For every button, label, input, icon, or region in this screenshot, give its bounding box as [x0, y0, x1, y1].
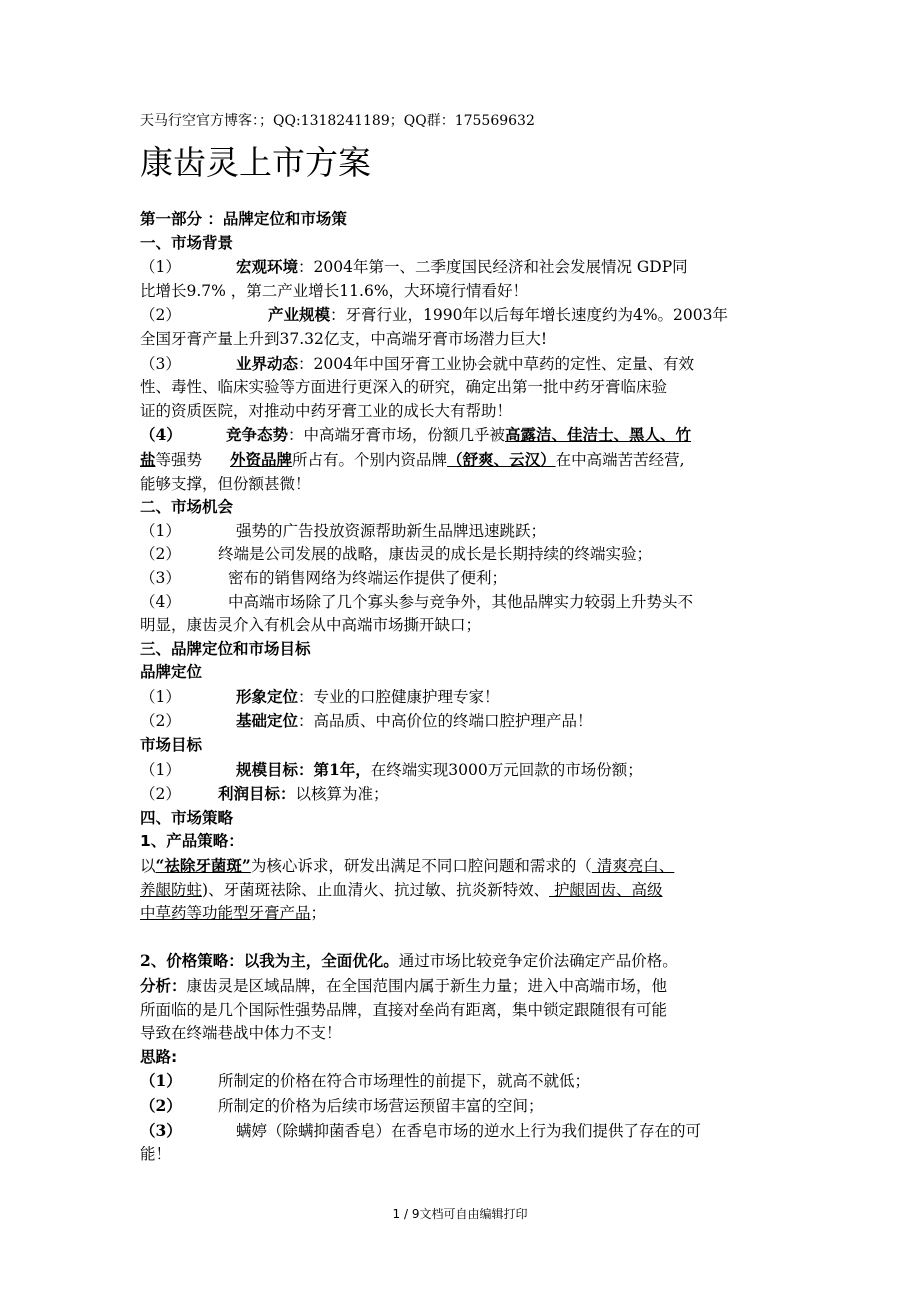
market-item2: （2） 利润目标：以核算为准；: [140, 784, 389, 804]
thinking-item1: （1） 所制定的价格在符合市场理性的前提下，就高不就低；: [140, 1071, 591, 1091]
document-page: [140, 110, 785, 1167]
analysis-line1: 分析：康齿灵是区域品牌，在全国范围内属于新生力量；进入中高端市场，他: [140, 976, 668, 995]
market-item1: （1） 规模目标：第1年，在终端实现3000万元回款的市场份额；: [140, 759, 643, 779]
sec1-item3-line2: 性、毒性、临床实验等方面进行更深入的研究，确定出第一批中药牙膏临床验: [140, 378, 668, 397]
thinking-item3-line1: （3） 螨婷（除螨抑菌香皂）在香皂市场的逆水上行为我们提供了存在的可: [140, 1120, 702, 1140]
sec2-item4-line2: 明显，康齿灵介入有机会从中高端市场撕开缺口；: [140, 616, 482, 635]
price-strategy-heading: 2、价格策略：以我为主，全面优化。: [140, 951, 399, 971]
sec1-item3-label: 业界动态: [236, 353, 299, 373]
brand-positioning-heading: 品牌定位: [140, 663, 203, 682]
sec2-item1: （1） 强势的广告投放资源帮助新生品牌迅速跳跃；: [140, 521, 547, 540]
thinking-item3-line2: 能！: [140, 1145, 172, 1164]
sec1-item1-line1: （1） 宏观环境：2004年第一、二季度国民经济和社会发展情况 GDP同: [140, 257, 688, 277]
sec2-item2: （2） 终端是公司发展的战略，康齿灵的成长是长期持续的终端实验；: [140, 545, 653, 564]
sec1-item4-line2: 盐等强势 外资品牌所占有。个别内资品牌（舒爽、云汉）在中高端苦苦经营,: [140, 449, 685, 469]
product-line1: 以“祛除牙菌斑”为核心诉求，研发出满足不同口腔问题和需求的（ 清爽亮白、: [140, 856, 675, 876]
analysis-line2: 所面临的是几个国际性强势品牌，直接对垒尚有距离，集中锁定跟随很有可能: [140, 1000, 668, 1019]
sec1-item4-label: 竞争态势: [226, 425, 289, 445]
foreign-brands: 外资品牌: [230, 449, 293, 469]
sec1-item2-label: 产业规模: [268, 305, 331, 325]
market-target-heading: 市场目标: [140, 736, 203, 755]
domestic-brands: （舒爽、云汉）: [447, 449, 556, 469]
section1-heading: 一、市场背景: [140, 233, 234, 252]
thinking-heading: 思路:: [140, 1047, 178, 1066]
competitor-brands: 高露洁、佳洁士、黑人、竹: [505, 425, 692, 445]
core-appeal: “祛除牙菌斑”: [155, 856, 251, 876]
sec2-item3: （3） 密布的销售网络为终端运作提供了便利；: [140, 568, 508, 587]
header-line: [140, 110, 785, 132]
sec1-item3-line3: 证的资质医院，对推动中药牙膏工业的成长大有帮助！: [140, 401, 513, 420]
brand-item2: （2） 基础定位：高品质、中高价位的终端口腔护理产品！: [140, 711, 593, 731]
sec1-item2-line2: 全国牙膏产量上升到37.32亿支，中高端牙膏市场潜力巨大!: [140, 329, 548, 348]
section4-heading: 四、市场策略: [140, 808, 234, 827]
sec2-item4-line1: （4） 中高端市场除了几个寡头参与竞争外，其他品牌实力较弱上升势头不: [140, 592, 694, 611]
section3-heading: 三、品牌定位和市场目标: [140, 639, 311, 658]
section2-heading: 二、市场机会: [140, 498, 234, 517]
page-footer: 1 / 9文档可自由编辑打印: [392, 1207, 528, 1221]
sec1-item1-line2: 比增长9.7% ，第二产业增长11.6%，大环境行情看好！: [140, 281, 529, 300]
product-strategy-heading: 1、产品策略：: [140, 832, 244, 851]
sec1-item2-line1: （2） 产业规模：牙膏行业，1990年以后每年增长速度约为4%。2003年: [140, 305, 728, 325]
sec1-item4-line3: 能够支撑，但份额甚微！: [140, 474, 311, 493]
sec1-item1-label: 宏观环境: [236, 257, 299, 277]
analysis-line3: 导致在终端巷战中体力不支！: [140, 1024, 342, 1043]
product-line2: 养龈防蛀)、牙菌斑祛除、止血清火、抗过敏、抗炎新特效、 护龈固齿、高级: [140, 880, 663, 899]
price-strategy-line: 2、价格策略：以我为主，全面优化。通过市场比较竞争定价法确定产品价格。: [140, 951, 678, 971]
product-line3: 中草药等功能型牙膏产品；: [140, 904, 327, 923]
qq-contact: ；QQ:1318241189；QQ群：175569632: [259, 113, 535, 129]
blog-label: 天马行空官方博客：: [140, 113, 259, 129]
document-title: 康齿灵上市方案: [140, 143, 371, 182]
part1-heading: 第一部分 ：品牌定位和市场策: [140, 210, 347, 228]
thinking-item2: （2） 所制定的价格为后续市场营运预留丰富的空间；: [140, 1095, 544, 1115]
sec1-item4-line1: （4） 竞争态势：中高端牙膏市场，份额几乎被高露洁、佳洁士、黑人、竹: [140, 425, 692, 445]
brand-item1: （1） 形象定位：专业的口腔健康护理专家！: [140, 686, 500, 706]
sec1-item3-line1: （3） 业界动态：2004年中国牙膏工业协会就中草药的定性、定量、有效: [140, 353, 694, 373]
